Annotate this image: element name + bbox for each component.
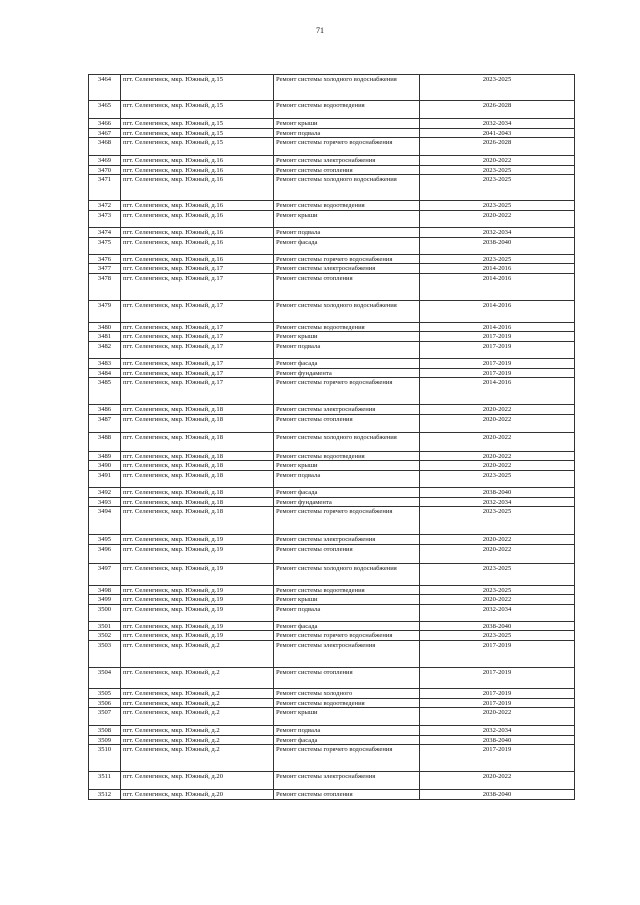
work-type-cell: Ремонт фундамента	[274, 497, 420, 507]
period-cell: 2020-2022	[420, 461, 575, 471]
work-type-cell: Ремонт системы водоотведения	[274, 101, 420, 119]
period-cell: 2020-2022	[420, 708, 575, 726]
work-type-cell: Ремонт системы холодного	[274, 689, 420, 699]
period-cell: 2032-2034	[420, 119, 575, 129]
table-row	[89, 332, 575, 342]
row-number-cell: 3504	[89, 668, 121, 689]
address-cell: пгт. Селенгинск, мкр. Южный, д.2	[121, 735, 274, 745]
row-number-cell: 3508	[89, 726, 121, 736]
table-row	[89, 368, 575, 378]
row-number-cell: 3502	[89, 631, 121, 641]
row-number-cell: 3499	[89, 595, 121, 605]
period-cell: 2023-2025	[420, 175, 575, 201]
period-cell: 2023-2025	[420, 507, 575, 535]
row-number-cell: 3492	[89, 487, 121, 497]
address-cell: пгт. Селенгинск, мкр. Южный, д.19	[121, 621, 274, 631]
table-row	[89, 101, 575, 119]
work-type-cell: Ремонт системы водоотведения	[274, 201, 420, 211]
table-row	[89, 535, 575, 545]
row-number-cell: 3475	[89, 237, 121, 254]
table-row	[89, 745, 575, 772]
period-cell: 2023-2025	[420, 563, 575, 585]
page-number: 71	[316, 26, 324, 35]
work-type-cell: Ремонт системы водоотведения	[274, 698, 420, 708]
row-number-cell: 3487	[89, 414, 121, 432]
address-cell: пгт. Селенгинск, мкр. Южный, д.2	[121, 726, 274, 736]
work-type-cell: Ремонт системы горячего водоснабжения	[274, 378, 420, 405]
table-row	[89, 119, 575, 129]
work-type-cell: Ремонт системы отопления	[274, 273, 420, 300]
work-type-cell: Ремонт системы холодного водоснабжения	[274, 300, 420, 322]
table-row	[89, 585, 575, 595]
address-cell: пгт. Селенгинск, мкр. Южный, д.2	[121, 689, 274, 699]
period-cell: 2014-2016	[420, 322, 575, 332]
row-number-cell: 3476	[89, 254, 121, 264]
table-row	[89, 487, 575, 497]
row-number-cell: 3464	[89, 75, 121, 101]
address-cell: пгт. Селенгинск, мкр. Южный, д.19	[121, 535, 274, 545]
table-row	[89, 432, 575, 451]
address-cell: пгт. Селенгинск, мкр. Южный, д.16	[121, 237, 274, 254]
period-cell: 2014-2016	[420, 273, 575, 300]
work-type-cell: Ремонт крыши	[274, 595, 420, 605]
address-cell: пгт. Селенгинск, мкр. Южный, д.16	[121, 201, 274, 211]
period-cell: 2020-2022	[420, 535, 575, 545]
row-number-cell: 3477	[89, 264, 121, 274]
address-cell: пгт. Селенгинск, мкр. Южный, д.15	[121, 75, 274, 101]
address-cell: пгт. Селенгинск, мкр. Южный, д.17	[121, 300, 274, 322]
address-cell: пгт. Селенгинск, мкр. Южный, д.2	[121, 668, 274, 689]
work-type-cell: Ремонт системы горячего водоснабжения	[274, 631, 420, 641]
address-cell: пгт. Селенгинск, мкр. Южный, д.18	[121, 432, 274, 451]
work-type-cell: Ремонт фасада	[274, 735, 420, 745]
period-cell: 2014-2016	[420, 378, 575, 405]
address-cell: пгт. Селенгинск, мкр. Южный, д.18	[121, 470, 274, 487]
period-cell: 2014-2016	[420, 264, 575, 274]
address-cell: пгт. Селенгинск, мкр. Южный, д.17	[121, 341, 274, 358]
work-type-cell: Ремонт крыши	[274, 332, 420, 342]
period-cell: 2023-2025	[420, 631, 575, 641]
address-cell: пгт. Селенгинск, мкр. Южный, д.17	[121, 273, 274, 300]
row-number-cell: 3469	[89, 156, 121, 166]
period-cell: 2020-2022	[420, 414, 575, 432]
address-cell: пгт. Селенгинск, мкр. Южный, д.15	[121, 138, 274, 156]
table-row	[89, 772, 575, 790]
row-number-cell: 3500	[89, 604, 121, 621]
period-cell: 2023-2025	[420, 75, 575, 101]
row-number-cell: 3511	[89, 772, 121, 790]
table-row	[89, 631, 575, 641]
address-cell: пгт. Селенгинск, мкр. Южный, д.16	[121, 210, 274, 227]
row-number-cell: 3489	[89, 451, 121, 461]
address-cell: пгт. Селенгинск, мкр. Южный, д.18	[121, 414, 274, 432]
table-row	[89, 497, 575, 507]
address-cell: пгт. Селенгинск, мкр. Южный, д.20	[121, 772, 274, 790]
period-cell: 2017-2019	[420, 745, 575, 772]
address-cell: пгт. Селенгинск, мкр. Южный, д.2	[121, 641, 274, 668]
period-cell: 2041-2043	[420, 128, 575, 138]
work-type-cell: Ремонт подвала	[274, 726, 420, 736]
table-row	[89, 378, 575, 405]
period-cell: 2017-2019	[420, 368, 575, 378]
table-row	[89, 708, 575, 726]
work-type-cell: Ремонт системы электроснабжения	[274, 156, 420, 166]
work-type-cell: Ремонт системы электроснабжения	[274, 772, 420, 790]
period-cell: 2023-2025	[420, 585, 575, 595]
period-cell: 2038-2040	[420, 237, 575, 254]
table-body	[89, 75, 575, 800]
table-row	[89, 544, 575, 563]
work-type-cell: Ремонт системы отопления	[274, 165, 420, 175]
work-type-cell: Ремонт системы холодного водоснабжения	[274, 432, 420, 451]
row-number-cell: 3503	[89, 641, 121, 668]
work-type-cell: Ремонт системы горячего водоснабжения	[274, 138, 420, 156]
work-type-cell: Ремонт фасада	[274, 487, 420, 497]
table-row	[89, 322, 575, 332]
row-number-cell: 3483	[89, 358, 121, 368]
table-row	[89, 641, 575, 668]
period-cell: 2023-2025	[420, 201, 575, 211]
row-number-cell: 3466	[89, 119, 121, 129]
address-cell: пгт. Селенгинск, мкр. Южный, д.19	[121, 585, 274, 595]
row-number-cell: 3473	[89, 210, 121, 227]
work-type-cell: Ремонт системы холодного водоснабжения	[274, 75, 420, 101]
work-type-cell: Ремонт системы холодного водоснабжения	[274, 563, 420, 585]
address-cell: пгт. Селенгинск, мкр. Южный, д.15	[121, 128, 274, 138]
work-type-cell: Ремонт системы горячего водоснабжения	[274, 507, 420, 535]
address-cell: пгт. Селенгинск, мкр. Южный, д.18	[121, 451, 274, 461]
address-cell: пгт. Селенгинск, мкр. Южный, д.16	[121, 175, 274, 201]
work-type-cell: Ремонт системы электроснабжения	[274, 535, 420, 545]
period-cell: 2038-2040	[420, 487, 575, 497]
work-type-cell: Ремонт системы электроснабжения	[274, 641, 420, 668]
row-number-cell: 3472	[89, 201, 121, 211]
table-row	[89, 210, 575, 227]
period-cell: 2032-2034	[420, 604, 575, 621]
period-cell: 2017-2019	[420, 689, 575, 699]
address-cell: пгт. Селенгинск, мкр. Южный, д.18	[121, 461, 274, 471]
period-cell: 2017-2019	[420, 358, 575, 368]
period-cell: 2026-2028	[420, 101, 575, 119]
work-type-cell: Ремонт системы отопления	[274, 668, 420, 689]
table-row	[89, 75, 575, 101]
row-number-cell: 3467	[89, 128, 121, 138]
table-row	[89, 175, 575, 201]
table-row	[89, 563, 575, 585]
period-cell: 2023-2025	[420, 470, 575, 487]
work-type-cell: Ремонт системы водоотведения	[274, 451, 420, 461]
period-cell: 2020-2022	[420, 451, 575, 461]
address-cell: пгт. Селенгинск, мкр. Южный, д.18	[121, 507, 274, 535]
row-number-cell: 3496	[89, 544, 121, 563]
row-number-cell: 3479	[89, 300, 121, 322]
table-row	[89, 300, 575, 322]
address-cell: пгт. Селенгинск, мкр. Южный, д.16	[121, 227, 274, 237]
period-cell: 2017-2019	[420, 698, 575, 708]
table-row	[89, 621, 575, 631]
address-cell: пгт. Селенгинск, мкр. Южный, д.17	[121, 358, 274, 368]
period-cell: 2020-2022	[420, 405, 575, 415]
table-row	[89, 604, 575, 621]
row-number-cell: 3474	[89, 227, 121, 237]
address-cell: пгт. Селенгинск, мкр. Южный, д.19	[121, 631, 274, 641]
work-type-cell: Ремонт подвала	[274, 604, 420, 621]
table-row	[89, 414, 575, 432]
address-cell: пгт. Селенгинск, мкр. Южный, д.18	[121, 405, 274, 415]
address-cell: пгт. Селенгинск, мкр. Южный, д.16	[121, 156, 274, 166]
work-type-cell: Ремонт крыши	[274, 461, 420, 471]
table-row	[89, 273, 575, 300]
address-cell: пгт. Селенгинск, мкр. Южный, д.19	[121, 595, 274, 605]
address-cell: пгт. Селенгинск, мкр. Южный, д.19	[121, 563, 274, 585]
address-cell: пгт. Селенгинск, мкр. Южный, д.20	[121, 790, 274, 800]
address-cell: пгт. Селенгинск, мкр. Южный, д.17	[121, 332, 274, 342]
row-number-cell: 3485	[89, 378, 121, 405]
period-cell: 2017-2019	[420, 341, 575, 358]
row-number-cell: 3512	[89, 790, 121, 800]
period-cell: 2023-2025	[420, 165, 575, 175]
work-type-cell: Ремонт системы отопления	[274, 790, 420, 800]
row-number-cell: 3465	[89, 101, 121, 119]
row-number-cell: 3493	[89, 497, 121, 507]
row-number-cell: 3498	[89, 585, 121, 595]
address-cell: пгт. Селенгинск, мкр. Южный, д.2	[121, 698, 274, 708]
address-cell: пгт. Селенгинск, мкр. Южный, д.15	[121, 101, 274, 119]
work-type-cell: Ремонт подвала	[274, 227, 420, 237]
work-type-cell: Ремонт системы электроснабжения	[274, 405, 420, 415]
row-number-cell: 3497	[89, 563, 121, 585]
row-number-cell: 3505	[89, 689, 121, 699]
address-cell: пгт. Селенгинск, мкр. Южный, д.16	[121, 165, 274, 175]
work-type-cell: Ремонт крыши	[274, 119, 420, 129]
work-type-cell: Ремонт крыши	[274, 210, 420, 227]
table-row	[89, 237, 575, 254]
address-cell: пгт. Селенгинск, мкр. Южный, д.17	[121, 322, 274, 332]
row-number-cell: 3491	[89, 470, 121, 487]
period-cell: 2017-2019	[420, 332, 575, 342]
address-cell: пгт. Селенгинск, мкр. Южный, д.19	[121, 604, 274, 621]
work-type-cell: Ремонт системы горячего водоснабжения	[274, 254, 420, 264]
table-row	[89, 698, 575, 708]
period-cell: 2020-2022	[420, 544, 575, 563]
table-row	[89, 358, 575, 368]
row-number-cell: 3494	[89, 507, 121, 535]
period-cell: 2020-2022	[420, 432, 575, 451]
work-type-cell: Ремонт системы отопления	[274, 414, 420, 432]
table-row	[89, 341, 575, 358]
table-row	[89, 668, 575, 689]
period-cell: 2032-2034	[420, 726, 575, 736]
table-row	[89, 470, 575, 487]
repair-schedule-table	[88, 74, 575, 800]
table-row	[89, 507, 575, 535]
table-row	[89, 254, 575, 264]
table-row	[89, 451, 575, 461]
table-row	[89, 726, 575, 736]
row-number-cell: 3482	[89, 341, 121, 358]
period-cell: 2020-2022	[420, 595, 575, 605]
row-number-cell: 3509	[89, 735, 121, 745]
work-type-cell: Ремонт системы отопления	[274, 544, 420, 563]
address-cell: пгт. Селенгинск, мкр. Южный, д.18	[121, 497, 274, 507]
work-type-cell: Ремонт системы холодного водоснабжения	[274, 175, 420, 201]
row-number-cell: 3506	[89, 698, 121, 708]
row-number-cell: 3495	[89, 535, 121, 545]
row-number-cell: 3471	[89, 175, 121, 201]
row-number-cell: 3478	[89, 273, 121, 300]
period-cell: 2038-2040	[420, 790, 575, 800]
row-number-cell: 3470	[89, 165, 121, 175]
address-cell: пгт. Селенгинск, мкр. Южный, д.15	[121, 119, 274, 129]
row-number-cell: 3488	[89, 432, 121, 451]
address-cell: пгт. Селенгинск, мкр. Южный, д.17	[121, 378, 274, 405]
period-cell: 2032-2034	[420, 497, 575, 507]
address-cell: пгт. Селенгинск, мкр. Южный, д.19	[121, 544, 274, 563]
period-cell: 2023-2025	[420, 254, 575, 264]
table-row	[89, 227, 575, 237]
period-cell: 2020-2022	[420, 772, 575, 790]
period-cell: 2017-2019	[420, 641, 575, 668]
period-cell: 2032-2034	[420, 227, 575, 237]
table-row	[89, 735, 575, 745]
work-type-cell: Ремонт подвала	[274, 470, 420, 487]
work-type-cell: Ремонт системы водоотведения	[274, 585, 420, 595]
table-row	[89, 201, 575, 211]
work-type-cell: Ремонт системы водоотведения	[274, 322, 420, 332]
work-type-cell: Ремонт фасада	[274, 621, 420, 631]
row-number-cell: 3468	[89, 138, 121, 156]
work-type-cell: Ремонт фундамента	[274, 368, 420, 378]
row-number-cell: 3481	[89, 332, 121, 342]
table-row	[89, 405, 575, 415]
address-cell: пгт. Селенгинск, мкр. Южный, д.16	[121, 254, 274, 264]
period-cell: 2038-2040	[420, 621, 575, 631]
work-type-cell: Ремонт подвала	[274, 341, 420, 358]
address-cell: пгт. Селенгинск, мкр. Южный, д.2	[121, 708, 274, 726]
row-number-cell: 3486	[89, 405, 121, 415]
table-row	[89, 689, 575, 699]
table-row	[89, 138, 575, 156]
row-number-cell: 3480	[89, 322, 121, 332]
work-type-cell: Ремонт фасада	[274, 237, 420, 254]
table-row	[89, 165, 575, 175]
row-number-cell: 3507	[89, 708, 121, 726]
period-cell: 2026-2028	[420, 138, 575, 156]
work-type-cell: Ремонт подвала	[274, 128, 420, 138]
work-type-cell: Ремонт системы горячего водоснабжения	[274, 745, 420, 772]
row-number-cell: 3501	[89, 621, 121, 631]
period-cell: 2020-2022	[420, 210, 575, 227]
address-cell: пгт. Селенгинск, мкр. Южный, д.17	[121, 368, 274, 378]
table-row	[89, 461, 575, 471]
work-type-cell: Ремонт системы электроснабжения	[274, 264, 420, 274]
period-cell: 2020-2022	[420, 156, 575, 166]
address-cell: пгт. Селенгинск, мкр. Южный, д.18	[121, 487, 274, 497]
period-cell: 2038-2040	[420, 735, 575, 745]
table-row	[89, 128, 575, 138]
work-type-cell: Ремонт крыши	[274, 708, 420, 726]
address-cell: пгт. Селенгинск, мкр. Южный, д.2	[121, 745, 274, 772]
row-number-cell: 3510	[89, 745, 121, 772]
row-number-cell: 3490	[89, 461, 121, 471]
period-cell: 2014-2016	[420, 300, 575, 322]
table-row	[89, 264, 575, 274]
table-row	[89, 156, 575, 166]
table-row	[89, 595, 575, 605]
work-type-cell: Ремонт фасада	[274, 358, 420, 368]
table-row	[89, 790, 575, 800]
address-cell: пгт. Селенгинск, мкр. Южный, д.17	[121, 264, 274, 274]
period-cell: 2017-2019	[420, 668, 575, 689]
row-number-cell: 3484	[89, 368, 121, 378]
